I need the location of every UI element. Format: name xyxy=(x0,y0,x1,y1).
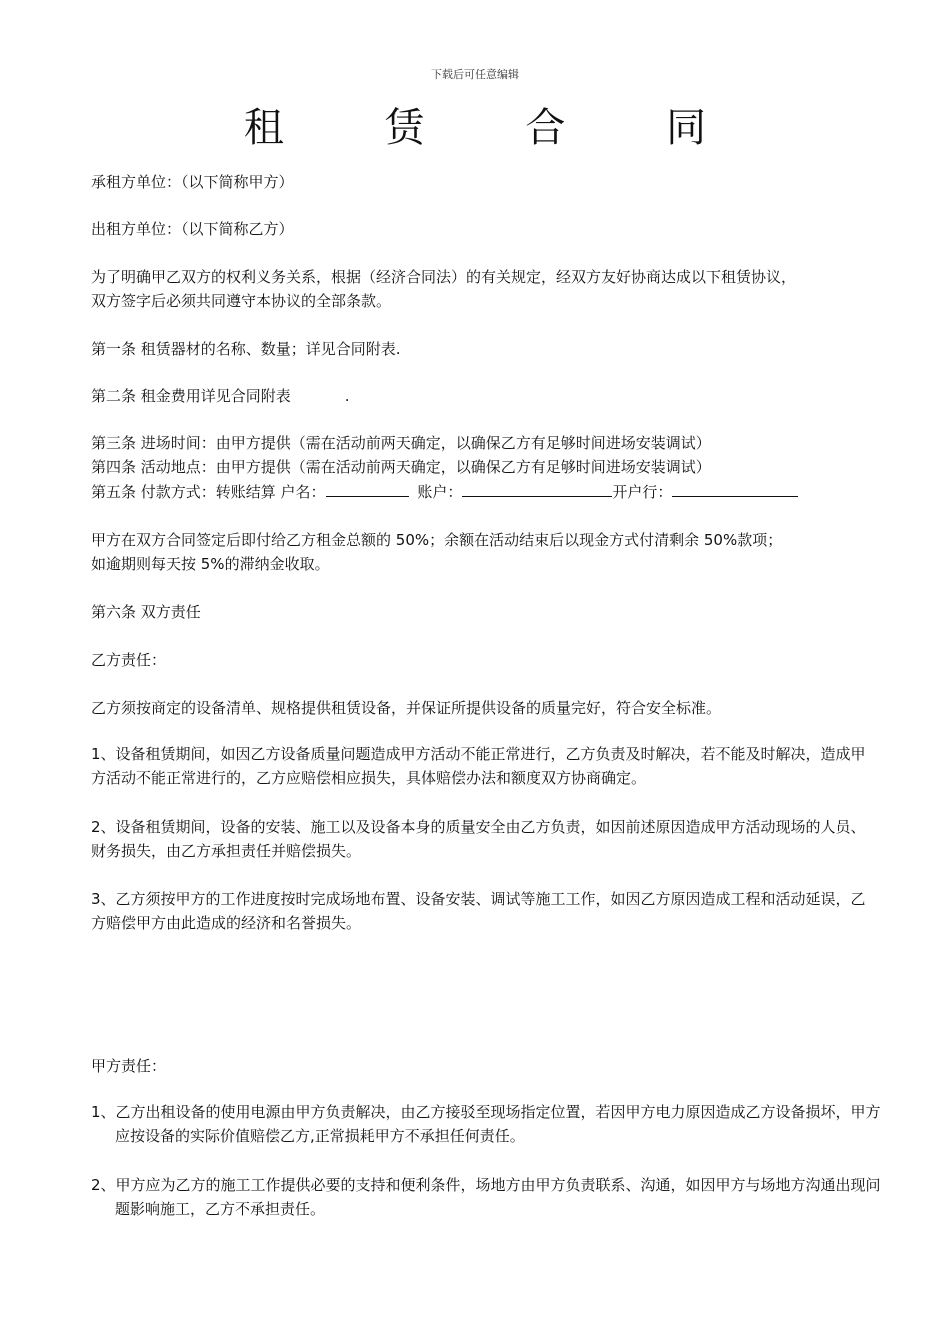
party-b-intro: 乙方须按商定的设备清单、规格提供租赁设备，并保证所提供设备的质量完好，符合安全标准。 xyxy=(91,699,722,717)
party-b-heading: 乙方责任： xyxy=(91,651,167,669)
article-1: 第一条 租赁器材的名称、数量；详见合同附表. xyxy=(91,340,401,358)
article-4: 第四条 活动地点：由甲方提供（需在活动前两天确定，以确保乙方有足够时间进场安装调试） xyxy=(91,458,711,476)
bank-label: 开户行： xyxy=(612,483,673,501)
article-6: 第六条 双方责任 xyxy=(91,603,201,621)
article-5-prefix: 第五条 付款方式：转账结算 户名： xyxy=(91,483,326,501)
payment-line-1: 甲方在双方合同签定后即付给乙方租金总额的 50%；余额在活动结束后以现金方式付清剩余 50%款项； xyxy=(91,531,783,549)
party-a-item: 2、甲方应为乙方的施工工作提供必要的支持和便利条件，场地方由甲方负责联系、沟通，如因甲方与场地方沟通出现问题影响施工，乙方不承担责任。 xyxy=(91,1176,881,1218)
payment-line-2: 如逾期则每天按 5%的滞纳金收取。 xyxy=(91,555,330,573)
party-a-heading: 甲方责任： xyxy=(91,1057,167,1075)
bank-blank[interactable] xyxy=(672,481,798,497)
article-3: 第三条 进场时间：由甲方提供（需在活动前两天确定，以确保乙方有足够时间进场安装调试） xyxy=(91,434,711,452)
party-b-item: 2、设备租赁期间，设备的安装、施工以及设备本身的质量安全由乙方负责，如因前述原因造成甲方活动现场的人员、财务损失，由乙方承担责任并赔偿损失。 xyxy=(91,818,866,860)
intro-line-1: 为了明确甲乙双方的权利义务关系，根据（经济合同法）的有关规定，经双方友好协商达成以下租赁协议， xyxy=(91,268,797,286)
account-number-blank[interactable] xyxy=(462,481,612,497)
article-2-text: 第二条 租金费用详见合同附表 xyxy=(91,387,291,405)
party-b-item: 1、设备租赁期间，如因乙方设备质量问题造成甲方活动不能正常进行，乙方负责及时解决，若不能及时解决，造成甲方活动不能正常进行的，乙方应赔偿相应损失，具体赔偿办法和额度双方协商确定。 xyxy=(91,745,866,787)
article-2 xyxy=(91,384,350,408)
header-note: 下载后可任意编辑 xyxy=(431,68,519,81)
lessee-line: 承租方单位：（以下简称甲方） xyxy=(91,173,294,191)
party-b-item: 3、乙方须按甲方的工作进度按时完成场地布置、设备安装、调试等施工工作，如因乙方原因造成工程和活动延误，乙方赔偿甲方由此造成的经济和名誉损失。 xyxy=(91,890,866,932)
article-5 xyxy=(91,480,798,504)
lessor-line: 出租方单位：（以下简称乙方） xyxy=(91,220,294,238)
account-label: 账户： xyxy=(417,483,463,501)
article-2-dot: . xyxy=(344,387,350,405)
document-title: 租 赁 合 同 xyxy=(243,105,751,151)
account-name-blank[interactable] xyxy=(326,481,409,497)
party-a-item: 1、乙方出租设备的使用电源由甲方负责解决，由乙方接驳至现场指定位置，若因甲方电力原因造成乙方设备损坏，甲方应按设备的实际价值赔偿乙方,正常损耗甲方不承担任何责任。 xyxy=(91,1103,881,1145)
intro-line-2: 双方签字后必须共同遵守本协议的全部条款。 xyxy=(91,292,392,310)
